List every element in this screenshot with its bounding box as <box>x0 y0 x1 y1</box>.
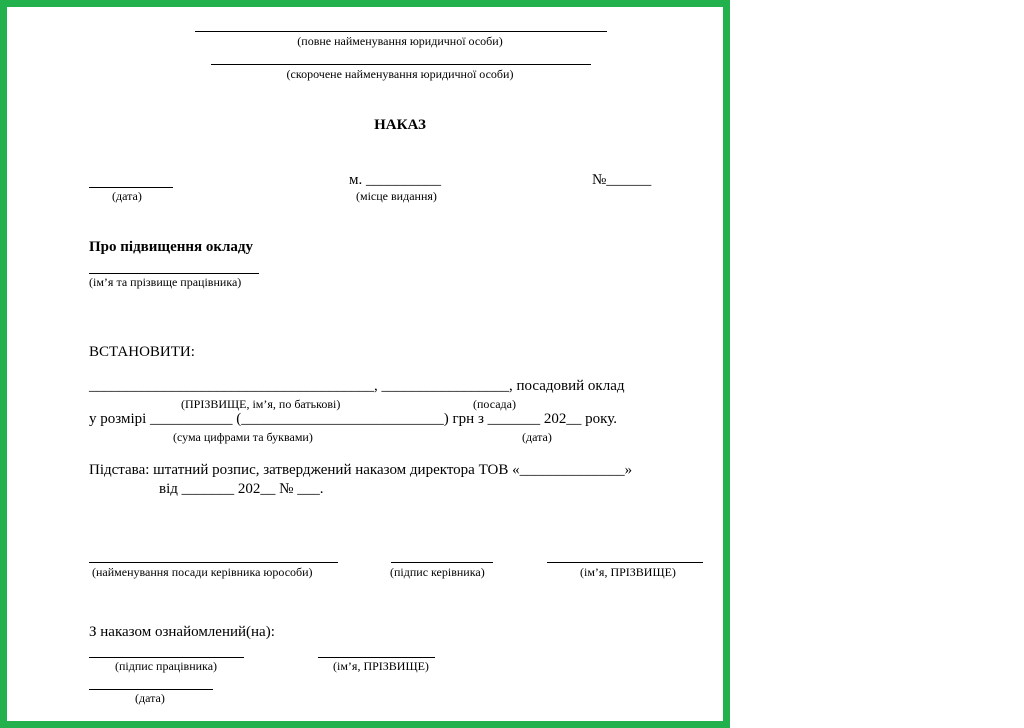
place-field: м. __________ <box>349 172 441 188</box>
employee-signature-line <box>89 657 244 658</box>
document-title: НАКАЗ <box>374 117 426 133</box>
employee-name-ack-line <box>318 657 435 658</box>
employee-name-caption: (ім’я та прізвище працівника) <box>89 275 242 289</box>
employee-name-line <box>89 273 259 274</box>
manager-position-caption: (найменування посади керівника юрособи) <box>92 565 313 579</box>
ack-date-caption: (дата) <box>135 691 165 705</box>
effective-date-caption: (дата) <box>522 430 552 444</box>
order-number-field: №______ <box>592 172 652 188</box>
short-name-line <box>211 64 591 65</box>
employee-name-ack-caption: (ім’я, ПРІЗВИЩЕ) <box>333 659 429 673</box>
position-caption: (посада) <box>473 397 516 411</box>
place-caption: (місце видання) <box>356 189 437 203</box>
basis-line-1: Підстава: штатний розпис, затверджений наказом директора ТОВ «______________» <box>89 462 633 478</box>
full-name-caption: (повне найменування юридичної особи) <box>297 34 503 48</box>
date-line <box>89 187 173 188</box>
full-name-line <box>195 31 607 32</box>
employee-signature-caption: (підпис працівника) <box>115 659 218 673</box>
manager-signature-line <box>391 562 493 563</box>
manager-name-line <box>547 562 703 563</box>
establish-heading: ВСТАНОВИТИ: <box>89 344 195 360</box>
fullname-caption: (ПРІЗВИЩЕ, ім’я, по батькові) <box>181 397 341 411</box>
basis-line-2: від _______ 202__ № ___. <box>159 481 324 497</box>
date-caption: (дата) <box>112 189 142 203</box>
acknowledgement-heading: З наказом ознайомлений(на): <box>89 624 275 640</box>
manager-name-caption: (ім’я, ПРІЗВИЩЕ) <box>580 565 676 579</box>
manager-position-line <box>89 562 338 563</box>
ack-date-line <box>89 689 213 690</box>
short-name-caption: (скорочене найменування юридичної особи) <box>286 67 514 81</box>
salary-line-1: ______________________________________, _________________, посадовий оклад <box>89 378 625 394</box>
subject-heading: Про підвищення окладу <box>89 239 254 255</box>
salary-line-2: у розмірі ___________ (___________________________) грн з _______ 202__ року. <box>89 411 617 427</box>
manager-signature-caption: (підпис керівника) <box>390 565 485 579</box>
amount-caption: (сума цифрами та буквами) <box>173 430 313 444</box>
